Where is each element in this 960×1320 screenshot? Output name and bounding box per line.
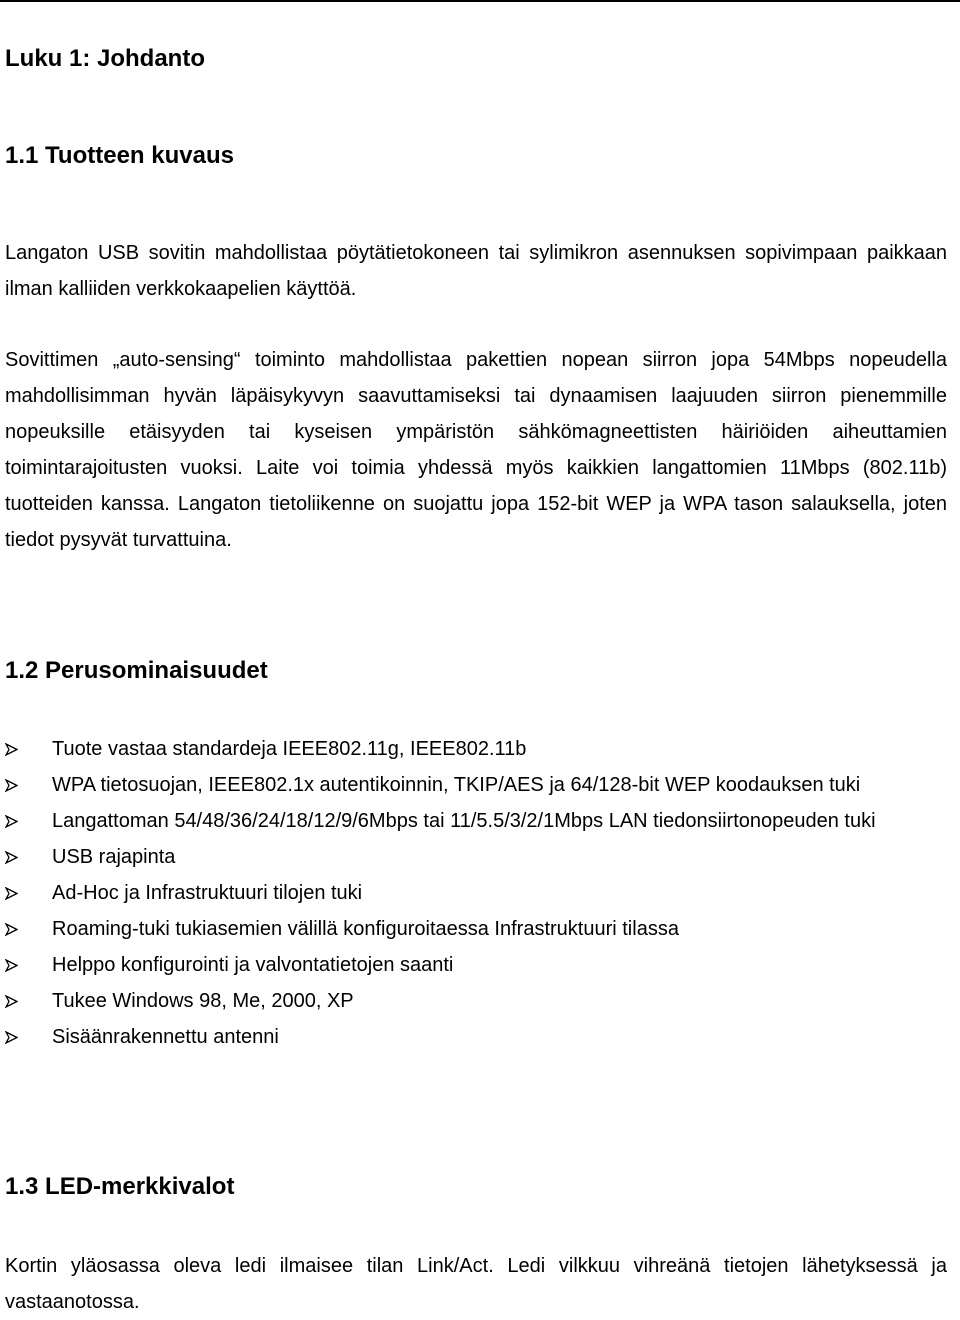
- section-title-1-2: 1.2 Perusominaisuudet: [5, 657, 268, 684]
- list-item: [5, 731, 947, 767]
- arrowhead-bullet-icon: [5, 995, 18, 1008]
- list-item: [5, 767, 947, 803]
- section-1-3-paragraph-1: Kortin yläosassa oleva ledi ilmaisee tilan Link/Act. Ledi vilkkuu vihreänä tietojen lähetyksessä ja vastaanotossa.: [5, 1255, 947, 1313]
- list-item-text: Roaming-tuki tukiasemien välillä konfiguroitaessa Infrastruktuuri tilassa: [52, 918, 679, 940]
- feature-list: [5, 731, 947, 1055]
- list-item: [5, 983, 947, 1019]
- list-item-text: Sisäänrakennettu antenni: [52, 1026, 279, 1048]
- section-1-1-paragraph-2: Sovittimen „auto-sensing“ toiminto mahdollistaa pakettien nopean siirron jopa 54Mbps nopeudella mahdollisimman hyvän läpäisykyvyn saavuttamiseksi tai dynaamisen laajuuden siirron pienemmille nopeuksille etäisyyden tai kyseisen ympäristön sähkömagneettisten häiriöiden aiheuttamien toimintarajoitusten vuoksi. Laite voi toimia yhdessä myös kaikkien langattomien 11Mbps (802.11b) tuotteiden kanssa. Langaton tietoliikenne on suojattu jopa 152-bit WEP ja WPA tason salauksella, joten tiedot pysyvät turvattuina.: [5, 349, 947, 551]
- list-item: [5, 803, 947, 839]
- list-item-text: WPA tietosuojan, IEEE802.1x autentikoinnin, TKIP/AES ja 64/128-bit WEP koodauksen tuki: [52, 774, 861, 796]
- arrowhead-bullet-icon: [5, 959, 18, 972]
- list-item-text: Tukee Windows 98, Me, 2000, XP: [52, 990, 354, 1012]
- list-item: [5, 1019, 947, 1055]
- list-item: [5, 875, 947, 911]
- arrowhead-bullet-icon: [5, 743, 18, 756]
- chapter-title: Luku 1: Johdanto: [5, 45, 205, 72]
- arrowhead-bullet-icon: [5, 887, 18, 900]
- section-title-1-1: 1.1 Tuotteen kuvaus: [5, 142, 234, 169]
- section-title-1-3: 1.3 LED-merkkivalot: [5, 1173, 235, 1200]
- list-item-text: Helppo konfigurointi ja valvontatietojen saanti: [52, 954, 454, 976]
- arrowhead-bullet-icon: [5, 779, 18, 792]
- arrowhead-bullet-icon: [5, 851, 18, 864]
- section-1-1-paragraph-1: Langaton USB sovitin mahdollistaa pöytätietokoneen tai sylimikron asennuksen sopivimpaan paikkaan ilman kalliiden verkkokaapelien käyttöä.: [5, 242, 947, 300]
- list-item: [5, 947, 947, 983]
- list-item-text: Tuote vastaa standardeja IEEE802.11g, IEEE802.11b: [52, 738, 527, 760]
- list-item-text: USB rajapinta: [52, 846, 176, 868]
- top-rule: [0, 0, 960, 2]
- list-item-text: Langattoman 54/48/36/24/18/12/9/6Mbps tai 11/5.5/3/2/1Mbps LAN tiedonsiirtonopeuden tuki: [52, 810, 876, 832]
- arrowhead-bullet-icon: [5, 1031, 18, 1044]
- list-item: [5, 911, 947, 947]
- list-item: [5, 839, 947, 875]
- arrowhead-bullet-icon: [5, 815, 18, 828]
- list-item-text: Ad-Hoc ja Infrastruktuuri tilojen tuki: [52, 882, 363, 904]
- arrowhead-bullet-icon: [5, 923, 18, 936]
